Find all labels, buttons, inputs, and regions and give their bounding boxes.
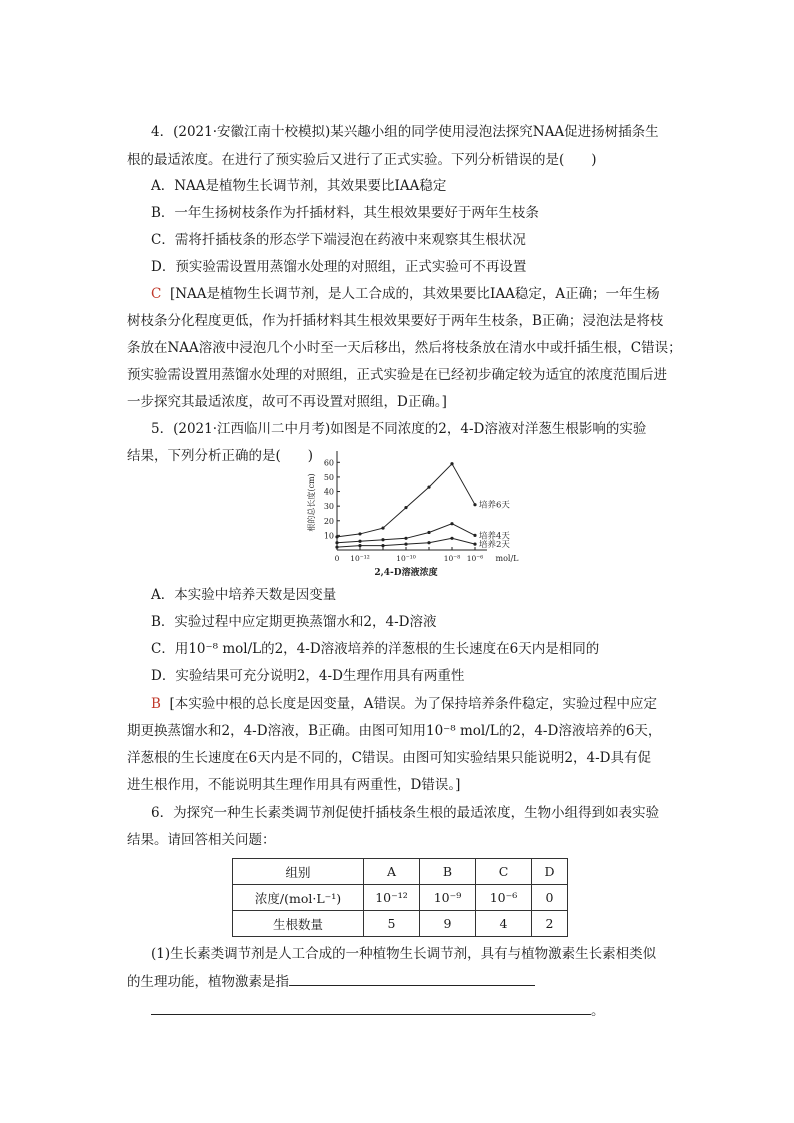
q6-stem-line1: 6．为探究一种生长素类调节剂促使扦插枝条生根的最适浓度，生物小组得到如表实验 (151, 805, 660, 821)
data-point (427, 541, 430, 544)
end-mark: 。 (591, 1003, 605, 1019)
x-tick-label: 10⁻⁶ (466, 554, 484, 563)
series-label: 培养2天 (479, 540, 510, 551)
q5-option-b: B．实验过程中应定期更换蒸馏水和2，4-D溶液 (151, 614, 437, 630)
q6-sub1-line2 (127, 971, 535, 992)
table-cell: 4 (476, 911, 532, 937)
q5-answer: B (151, 696, 161, 712)
y-tick-label: 10 (323, 531, 334, 541)
table-row (233, 885, 568, 911)
answer-blank[interactable] (289, 971, 535, 986)
q4-explanation-line4: 预实验需设置用蒸馏水处理的对照组，正式实验是在已经初步确定较为适宜的浓度范围后进 (127, 367, 667, 383)
q5-stem-line1: 5．(2021·江西临川二中月考)如图是不同浓度的2，4-D溶液对洋葱生根影响的实验 (151, 421, 647, 437)
q4-explanation-line2: 树枝条分化程度更低，作为扦插材料其生根效果要好于两年生枝条，B正确；浸泡法是将枝 (127, 313, 664, 329)
data-point (473, 534, 476, 537)
table-cell: 浓度/(mol·L⁻¹) (233, 885, 364, 911)
data-point (473, 503, 476, 506)
table-cell: 10⁻⁹ (420, 885, 476, 911)
x-tick-label: 10⁻⁸ (443, 554, 461, 563)
q6-stem-line2: 结果。请回答相关问题： (127, 832, 276, 848)
data-point (450, 537, 453, 540)
series-line (337, 464, 475, 537)
data-point (427, 531, 430, 534)
data-point (358, 540, 361, 543)
data-point (358, 532, 361, 535)
q6-sub1-line1: (1)生长素类调节剂是人工合成的一种植物生长调节剂，具有与植物激素生长素相类似 (151, 946, 657, 962)
q4-answer: C (151, 286, 162, 302)
q4-option-b: B．一年生扬树枝条作为扦插材料，其生根效果要好于两年生枝条 (151, 205, 539, 221)
results-table (232, 858, 568, 937)
q4-explanation-text: [NAA是植物生长调节剂，是人工合成的，其效果要比IAA稳定，A正确；一年生杨 (169, 286, 660, 302)
q5-option-d: D．实验结果可充分说明2，4-D生理作用具有两重性 (151, 668, 465, 684)
q5-explanation-line1 (151, 694, 657, 714)
data-point (335, 535, 338, 538)
q5-explanation-line2: 期更换蒸馏水和2，4-D溶液，B正确。由图可知用10⁻⁸ mol/L的2，4-D溶液培养的6天， (127, 723, 662, 739)
x-tick-label: 10⁻¹⁰ (396, 554, 416, 563)
q5-explanation-text: [本实验中根的总长度是因变量，A错误。为了保持培养条件稳定，实验过程中应定 (169, 696, 658, 712)
table-cell: 10⁻⁶ (476, 885, 532, 911)
data-point (381, 526, 384, 529)
q4-stem-line1: 4．(2021·安徽江南十校模拟)某兴趣小组的同学使用浸泡法探究NAA促进扬树插条生 (151, 124, 659, 140)
x-unit-label: mol/L (495, 554, 519, 563)
table-row (233, 859, 568, 885)
q4-stem-line2: 根的最适浓度。在进行了预实验后又进行了正式实验。下列分析错误的是( ) (127, 152, 597, 168)
table-cell: 0 (532, 885, 568, 911)
data-point (450, 522, 453, 525)
y-tick-label: 40 (323, 487, 334, 497)
table-header-cell: D (532, 859, 568, 885)
q4-option-d: D．预实验需设置用蒸馏水处理的对照组，正式实验可不再设置 (151, 259, 527, 275)
data-point (404, 506, 407, 509)
table-cell: 生根数量 (233, 911, 364, 937)
series-label: 培养6天 (479, 500, 510, 511)
data-point (381, 538, 384, 541)
x-axis-title: 2,4-D溶液浓度 (374, 568, 438, 578)
table-cell: 10⁻¹² (364, 885, 420, 911)
data-point (427, 486, 430, 489)
data-point (381, 544, 384, 547)
q6-sub1-text: 的生理功能，植物激素是指 (127, 974, 289, 990)
table-header-cell: A (364, 859, 420, 885)
y-tick-label: 50 (323, 472, 334, 482)
data-point (450, 462, 453, 465)
q5-stem-line2: 结果，下列分析正确的是( ) (127, 448, 314, 464)
table-cell: 9 (420, 911, 476, 937)
q5-option-a: A．本实验中培养天数是因变量 (151, 587, 337, 603)
x-tick-label: 0 (334, 554, 340, 563)
data-point (404, 543, 407, 546)
q4-explanation-line1 (151, 284, 660, 304)
q4-option-a: A．NAA是植物生长调节剂，其效果要比IAA稳定 (151, 178, 447, 194)
q4-explanation-line3: 条放在NAA溶液中浸泡几个小时至一天后移出，然后将枝条放在清水中或扦插生根，C错误； (127, 340, 682, 356)
table-header-cell: 组别 (233, 859, 364, 885)
q6-sub1-line3 (151, 1000, 605, 1021)
data-point (404, 537, 407, 540)
q4-option-c: C．需将扦插枝条的形态学下端浸泡在药液中来观察其生根状况 (151, 232, 526, 248)
table-header-cell: B (420, 859, 476, 885)
answer-blank[interactable] (151, 1000, 591, 1015)
data-point (358, 544, 361, 547)
x-tick-label: 10⁻¹² (350, 554, 370, 563)
table-cell: 5 (364, 911, 420, 937)
q4-explanation-line5: 一步探究其最适浓度，故可不再设置对照组，D正确。] (127, 394, 447, 410)
q5-explanation-line4: 进生根作用，不能说明其生理作用具有两重性，D错误。] (127, 777, 461, 793)
series-label: 培养4天 (479, 531, 510, 542)
data-point (335, 545, 338, 548)
y-tick-label: 60 (323, 458, 334, 468)
table-row (233, 911, 568, 937)
data-point (473, 543, 476, 546)
data-point (335, 541, 338, 544)
table-cell: 2 (532, 911, 568, 937)
q5-explanation-line3: 洋葱根的生长速度在6天内是不同的，C错误。由图可知实验结果只能说明2，4-D具有促 (127, 750, 651, 766)
y-tick-label: 20 (323, 516, 334, 526)
y-axis-title: 根的总长度(cm) (307, 473, 316, 532)
q5-option-c: C．用10⁻⁸ mol/L的2，4-D溶液培养的洋葱根的生长速度在6天内是相同的 (151, 641, 600, 657)
root-length-chart (300, 447, 540, 587)
y-tick-label: 30 (323, 502, 334, 512)
table-header-cell: C (476, 859, 532, 885)
